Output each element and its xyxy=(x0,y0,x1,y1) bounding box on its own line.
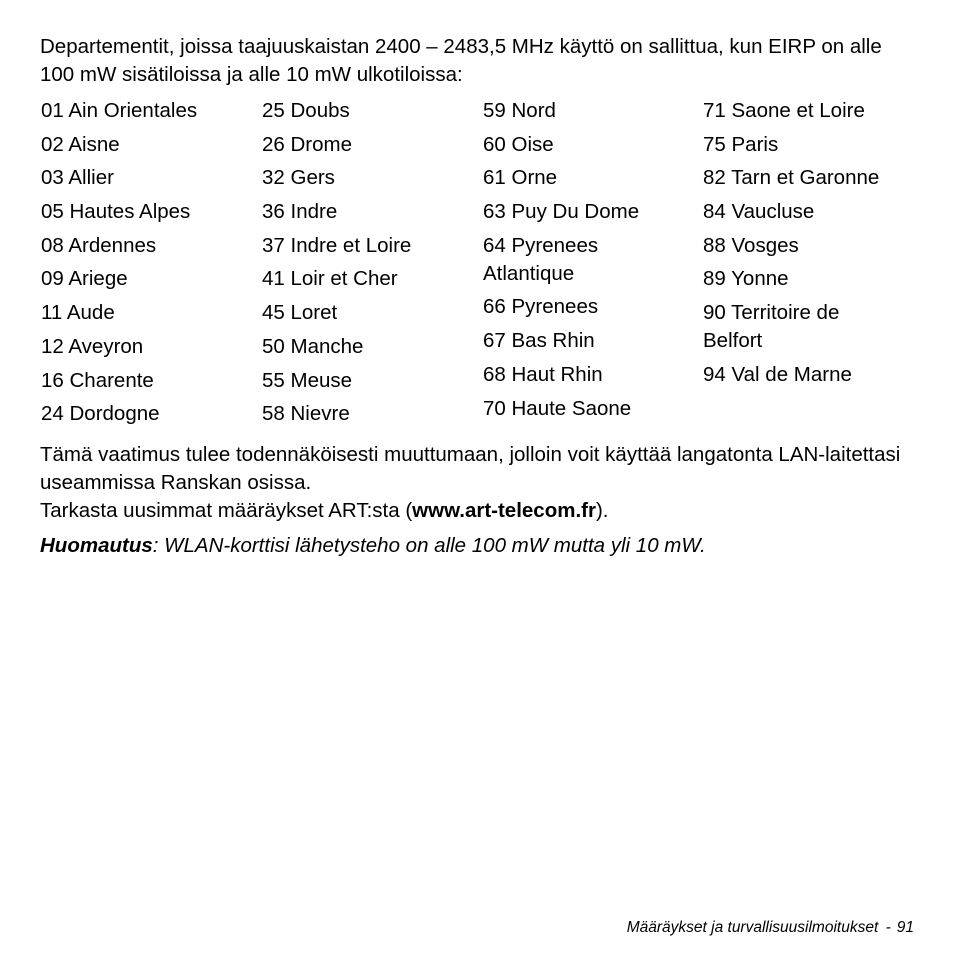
department-item: 12 Aveyron xyxy=(41,334,144,358)
footer-separator: - xyxy=(885,919,891,936)
note-label: Huomautus xyxy=(40,534,153,557)
department-item: 16 Charente xyxy=(41,368,154,392)
department-item: 32 Gers xyxy=(262,166,335,190)
department-item: 75 Paris xyxy=(703,132,779,156)
department-item: 61 Orne xyxy=(483,166,558,190)
department-item: 84 Vaucluse xyxy=(703,200,815,224)
check-regulations-suffix: ). xyxy=(595,499,609,522)
department-item: 24 Dordogne xyxy=(41,402,160,426)
department-item: 66 Pyrenees xyxy=(483,295,599,319)
department-item: 88 Vosges xyxy=(703,233,799,257)
department-item: 55 Meuse xyxy=(262,368,353,392)
department-item: 37 Indre et Loire xyxy=(262,233,412,257)
department-item: 02 Aisne xyxy=(41,132,120,156)
department-item: 71 Saone et Loire xyxy=(703,99,865,122)
department-item: 03 Allier xyxy=(41,166,114,190)
department-item: 41 Loir et Cher xyxy=(262,267,398,291)
department-item: 90 Territoire de Belfort xyxy=(703,301,840,353)
department-item: 36 Indre xyxy=(262,200,338,224)
department-item: 26 Drome xyxy=(262,132,353,156)
department-item: 01 Ain Orientales xyxy=(41,99,198,122)
department-item: 25 Doubs xyxy=(262,99,350,122)
requirement-change-paragraph: Tämä vaatimus tulee todennäköisesti muuttumaan, jolloin voit käyttää langatonta LAN-laitettasi useammissa Ranskan osissa. xyxy=(40,443,901,494)
department-column-1 xyxy=(41,97,256,434)
department-column-3 xyxy=(483,97,698,428)
note-paragraph xyxy=(40,532,920,560)
check-regulations-prefix: Tarkasta uusimmat määräykset ART:sta ( xyxy=(40,499,413,522)
department-item: 60 Oise xyxy=(483,132,554,156)
department-item: 50 Manche xyxy=(262,334,364,358)
department-item: 09 Ariege xyxy=(41,267,128,291)
department-item: 08 Ardennes xyxy=(41,233,157,257)
department-item: 82 Tarn et Garonne xyxy=(703,166,880,190)
department-item: 68 Haut Rhin xyxy=(483,362,603,386)
intro-paragraph: Departementit, joissa taajuuskaistan 2400 – 2483,5 MHz käyttö on sallittua, kun EIRP on alle 100 mW sisätiloissa ja alle 10 mW ulkotiloissa: xyxy=(40,35,882,86)
department-item: 94 Val de Marne xyxy=(703,362,852,386)
check-regulations-paragraph xyxy=(40,497,920,525)
department-item: 89 Yonne xyxy=(703,267,789,291)
department-item: 63 Puy Du Dome xyxy=(483,200,640,224)
department-item: 58 Nievre xyxy=(262,402,350,426)
page-number: 91 xyxy=(896,919,914,936)
art-telecom-link: www.art-telecom.fr xyxy=(412,499,596,522)
department-item: 45 Loret xyxy=(262,301,338,325)
note-text: : WLAN-korttisi lähetysteho on alle 100 mW mutta yli 10 mW. xyxy=(152,534,706,557)
department-column-4 xyxy=(703,97,918,395)
department-column-2 xyxy=(262,97,477,434)
department-item: 11 Aude xyxy=(41,301,115,325)
page-footer xyxy=(627,918,914,938)
department-item: 59 Nord xyxy=(483,99,556,122)
footer-section-title: Määräykset ja turvallisuusilmoitukset xyxy=(626,919,879,936)
department-item: 64 Pyrenees Atlantique xyxy=(483,233,599,285)
department-item: 05 Hautes Alpes xyxy=(41,200,191,224)
department-item: 70 Haute Saone xyxy=(483,396,632,420)
department-item: 67 Bas Rhin xyxy=(483,329,595,353)
